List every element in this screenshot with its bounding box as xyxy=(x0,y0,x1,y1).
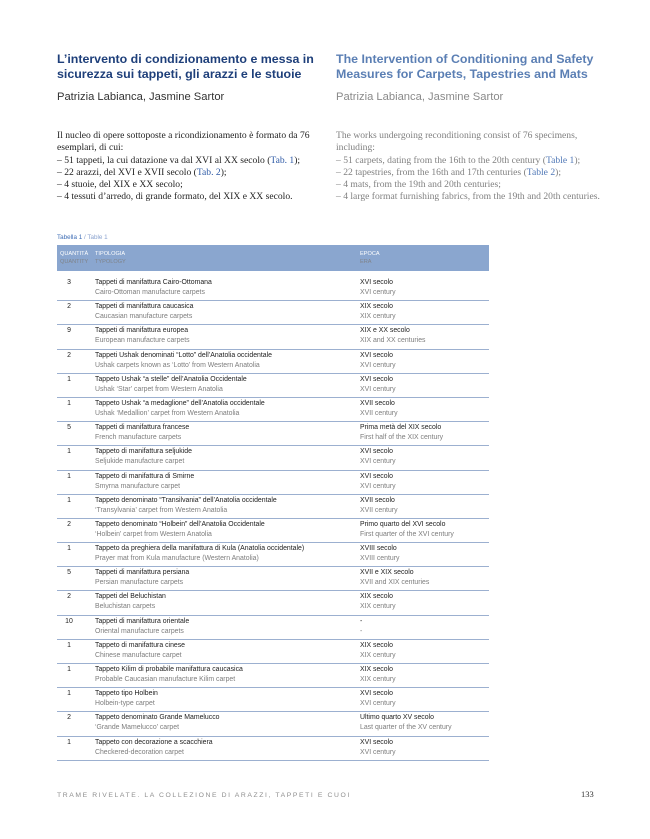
cell-quantity: 1 xyxy=(67,375,71,383)
cell-typology-it: Tappeto denominato Grande Mamelucco xyxy=(95,714,220,722)
cell-quantity: 1 xyxy=(67,496,71,504)
cell-typology-it: Tappeto tipo Holbein xyxy=(95,690,158,698)
cell-typology-it: Tappeti di manifattura orientale xyxy=(95,617,190,625)
cell-typology-en: Beluchistan carpets xyxy=(95,603,156,611)
cell-typology-it: Tappeto denominato “Transilvania” dell’Anatolia occidentale xyxy=(95,496,277,504)
italian-list-item xyxy=(57,155,325,167)
page-number: 133 xyxy=(581,789,594,799)
cell-typology-en: Persian manufacture carpets xyxy=(95,579,184,587)
cell-era-it: XIX secolo xyxy=(360,593,393,601)
cell-quantity: 2 xyxy=(67,520,71,528)
table-row xyxy=(57,616,489,640)
cell-typology-en: Checkered-decoration carpet xyxy=(95,748,184,756)
table-row xyxy=(57,374,489,398)
cell-era-en: XIX century xyxy=(360,603,396,611)
item-tail: ); xyxy=(574,154,581,166)
cell-quantity: 10 xyxy=(65,617,73,625)
cell-quantity: 5 xyxy=(67,424,71,432)
cell-era-en: XVI century xyxy=(360,458,396,466)
table-row xyxy=(57,446,489,470)
cell-era-it: XVI secolo xyxy=(360,351,393,359)
cell-typology-it: Tappeti di manifattura caucasica xyxy=(95,303,194,311)
italian-list-item xyxy=(57,167,325,179)
cell-typology-it: Tappeto denominato “Holbein” dell’Anatolia Occidentale xyxy=(95,520,265,528)
item-tail: ); xyxy=(294,154,301,166)
cell-era-it: XIX secolo xyxy=(360,303,393,311)
header-quantity-en: QUANTITY xyxy=(60,259,89,265)
cell-quantity: 1 xyxy=(67,641,71,649)
cell-typology-it: Tappeto Kilim di probabile manifattura caucasica xyxy=(95,666,243,673)
cell-typology-it: Tappeti di manifattura francese xyxy=(95,424,190,432)
header-era-en: ERA xyxy=(360,259,372,265)
cell-typology-en: ‘Grande Mamelucco’ carpet xyxy=(95,724,179,732)
caption-en: Table 1 xyxy=(87,234,108,241)
cell-typology-en: Probable Caucasian manufacture Kilim carpet xyxy=(95,676,236,683)
table-row xyxy=(57,688,489,712)
cell-era-it: - xyxy=(360,617,363,625)
cell-typology-it: Tappeto con decorazione a scacchiera xyxy=(95,738,213,746)
table-ref-link[interactable]: Table 2 xyxy=(526,166,556,178)
table-body xyxy=(57,277,489,761)
italian-authors: Patrizia Labianca, Jasmine Sartor xyxy=(57,91,225,103)
table-ref-link[interactable]: Tab. 2 xyxy=(196,166,221,178)
table-row xyxy=(57,277,489,301)
table-row xyxy=(57,495,489,519)
table-ref-link[interactable]: Tab. 1 xyxy=(270,154,295,166)
cell-quantity: 5 xyxy=(67,569,71,577)
header-era-it: EPOCA xyxy=(360,251,380,257)
cell-era-en: XVII century xyxy=(360,409,398,417)
cell-typology-en: Cairo-Ottoman manufacture carpets xyxy=(95,289,205,296)
cell-quantity: 2 xyxy=(67,714,71,722)
table-row xyxy=(57,519,489,543)
cell-typology-en: European manufacture carpets xyxy=(95,337,190,345)
english-list-item: – 4 mats, from the 19th and 20th centuries; xyxy=(336,179,501,191)
english-title: The Intervention of Conditioning and Safety Measures for Carpets, Tapestries and Mats xyxy=(336,52,594,81)
cell-quantity: 1 xyxy=(67,472,71,480)
cell-quantity: 3 xyxy=(67,279,71,286)
cell-era-en: XVI century xyxy=(360,482,396,490)
cell-typology-en: Holbein-type carpet xyxy=(95,700,155,708)
cell-typology-en: ‘Transylvania’ carpet from Western Anatolia xyxy=(95,506,228,514)
cell-typology-en: Ushak carpets known as ‘Lotto’ from Western Anatolia xyxy=(95,361,260,369)
cell-era-en: Last quarter of the XV century xyxy=(360,724,452,732)
header-quantity xyxy=(60,250,88,266)
cell-typology-en: Prayer mat from Kula manufacture (Western Anatolia) xyxy=(95,555,259,563)
english-body xyxy=(336,130,604,204)
cell-typology-it: Tappeto di manifattura cinese xyxy=(95,641,186,649)
table-header xyxy=(57,245,489,271)
cell-era-it: XVI secolo xyxy=(360,738,393,746)
cell-typology-en: Caucasian manufacture carpets xyxy=(95,313,193,321)
english-intro: The works undergoing reconditioning consist of 76 specimens, including: xyxy=(336,130,578,154)
cell-quantity: 1 xyxy=(67,399,71,407)
cell-typology-en: Ushak ‘Star’ carpet from Western Anatolia xyxy=(95,385,223,393)
cell-typology-it: Tappeto Ushak “a stelle” dell’Anatolia Occidentale xyxy=(95,375,247,383)
header-typology-it: TIPOLOGIA xyxy=(95,251,126,257)
cell-era-en: XIX century xyxy=(360,676,396,683)
cell-typology-en: Oriental manufacture carpets xyxy=(95,627,184,635)
cell-era-en: XIX century xyxy=(360,313,396,321)
cell-era-it: XVI secolo xyxy=(360,472,393,480)
running-footer: TRAME RIVELATE. LA COLLEZIONE DI ARAZZI, TAPPETI E CUOI xyxy=(57,792,351,799)
cell-era-it: XVII secolo xyxy=(360,399,395,407)
cell-era-it: Ultimo quarto XV secolo xyxy=(360,714,434,722)
cell-era-en: XVI century xyxy=(360,361,396,369)
cell-era-en: XVI century xyxy=(360,385,396,393)
item-tail: ); xyxy=(555,166,562,178)
cell-era-en: XIX and XX centuries xyxy=(360,337,426,345)
cell-typology-it: Tappeto Ushak “a medaglione” dell’Anatolia occidentale xyxy=(95,399,265,407)
table-row xyxy=(57,325,489,349)
cell-quantity: 1 xyxy=(67,738,71,746)
cell-era-en: First quarter of the XVI century xyxy=(360,530,454,538)
italian-body xyxy=(57,130,325,204)
item-text: – 22 tapestries, from the 16th and 17th centuries ( xyxy=(336,166,527,178)
item-text: – 51 tappeti, la cui datazione va dal XVI al XX secolo ( xyxy=(57,154,271,166)
cell-quantity: 1 xyxy=(67,666,71,673)
table-row xyxy=(57,543,489,567)
table-row xyxy=(57,301,489,325)
cell-typology-en: Seljukide manufacture carpet xyxy=(95,458,185,466)
english-authors: Patrizia Labianca, Jasmine Sartor xyxy=(336,91,504,103)
cell-era-en: XVI century xyxy=(360,748,396,756)
cell-era-it: XVIII secolo xyxy=(360,545,397,553)
english-list-item xyxy=(336,167,604,179)
table-row xyxy=(57,350,489,374)
table-ref-link[interactable]: Table 1 xyxy=(545,154,575,166)
cell-era-it: XIX secolo xyxy=(360,641,393,649)
italian-list-item: – 4 tessuti d’arredo, di grande formato, del XIX e XX secolo. xyxy=(57,191,293,203)
cell-era-en: XVI century xyxy=(360,289,396,296)
cell-typology-it: Tappeto di manifattura seljukide xyxy=(95,448,192,456)
header-quantity-it: QUANTITÀ xyxy=(60,251,89,257)
header-era xyxy=(360,250,380,266)
cell-era-it: XVI secolo xyxy=(360,375,393,383)
cell-era-en: XVIII century xyxy=(360,555,400,563)
table-row xyxy=(57,664,489,688)
cell-typology-en: Chinese manufacture carpet xyxy=(95,651,182,659)
cell-typology-it: Tappeti del Beluchistan xyxy=(95,593,166,601)
italian-intro: Il nucleo di opere sottoposte a ricondizionamento è formato da 76 esemplari, di cui: xyxy=(57,130,310,154)
cell-quantity: 1 xyxy=(67,448,71,456)
cell-typology-it: Tappeto da preghiera della manifattura di Kula (Anatolia occidentale) xyxy=(95,545,305,553)
table-row xyxy=(57,422,489,446)
header-typology xyxy=(95,250,126,266)
item-tail: ); xyxy=(220,166,227,178)
cell-typology-it: Tappeto di manifattura di Smirne xyxy=(95,472,195,480)
cell-era-en: XVII and XIX centuries xyxy=(360,579,430,587)
cell-era-it: XVI secolo xyxy=(360,690,393,698)
caption-it: Tabella 1 xyxy=(57,234,83,241)
table-row xyxy=(57,640,489,664)
cell-typology-it: Tappeti Ushak denominati “Lotto” dell’Anatolia occidentale xyxy=(95,351,272,359)
item-text: – 22 arazzi, del XVI e XVII secolo ( xyxy=(57,166,197,178)
cell-quantity: 2 xyxy=(67,303,71,311)
cell-era-en: XIX century xyxy=(360,651,396,659)
italian-title: L’intervento di condizionamento e messa in sicurezza sui tappeti, gli arazzi e le stuoie xyxy=(57,52,314,81)
cell-era-it: XVI secolo xyxy=(360,279,393,286)
table-caption xyxy=(57,234,108,241)
cell-typology-it: Tappeti di manifattura persiana xyxy=(95,569,190,577)
cell-era-en: XVI century xyxy=(360,700,396,708)
italian-list-item: – 4 stuoie, del XIX e XX secolo; xyxy=(57,179,183,191)
cell-era-it: Primo quarto del XVI secolo xyxy=(360,520,446,528)
cell-era-it: XVI secolo xyxy=(360,448,393,456)
cell-quantity: 1 xyxy=(67,690,71,698)
table-row xyxy=(57,737,489,761)
table-row xyxy=(57,471,489,495)
cell-typology-it: Tappeti di manifattura europea xyxy=(95,327,189,335)
header-typology-en: TYPOLOGY xyxy=(95,259,126,265)
cell-era-en: - xyxy=(360,627,363,635)
cell-typology-en: Ushak ‘Medallion’ carpet from Western Anatolia xyxy=(95,409,240,417)
cell-typology-en: ‘Holbein’ carpet from Western Anatolia xyxy=(95,530,212,538)
cell-era-it: XVII e XIX secolo xyxy=(360,569,414,577)
cell-era-en: First half of the XIX century xyxy=(360,434,444,442)
table-row xyxy=(57,712,489,736)
cell-typology-en: French manufacture carpets xyxy=(95,434,182,442)
cell-typology-it: Tappeti di manifattura Cairo-Ottomana xyxy=(95,279,212,286)
english-list-item xyxy=(336,155,604,167)
cell-era-it: Prima metà del XIX secolo xyxy=(360,424,442,432)
item-text: – 51 carpets, dating from the 16th to the 20th century ( xyxy=(336,154,546,166)
table-row xyxy=(57,591,489,615)
cell-era-it: XVII secolo xyxy=(360,496,395,504)
cell-quantity: 9 xyxy=(67,327,71,335)
cell-typology-en: Smyrna manufacture carpet xyxy=(95,482,181,490)
table-row xyxy=(57,567,489,591)
cell-era-it: XIX e XX secolo xyxy=(360,327,410,335)
cell-quantity: 2 xyxy=(67,593,71,601)
english-list-item: – 4 large format furnishing fabrics, from the 19th and 20th centuries. xyxy=(336,191,600,203)
cell-quantity: 1 xyxy=(67,545,71,553)
cell-era-en: XVII century xyxy=(360,506,398,514)
cell-quantity: 2 xyxy=(67,351,71,359)
table-row xyxy=(57,398,489,422)
caption-separator: / xyxy=(82,234,88,241)
cell-era-it: XIX secolo xyxy=(360,666,393,673)
